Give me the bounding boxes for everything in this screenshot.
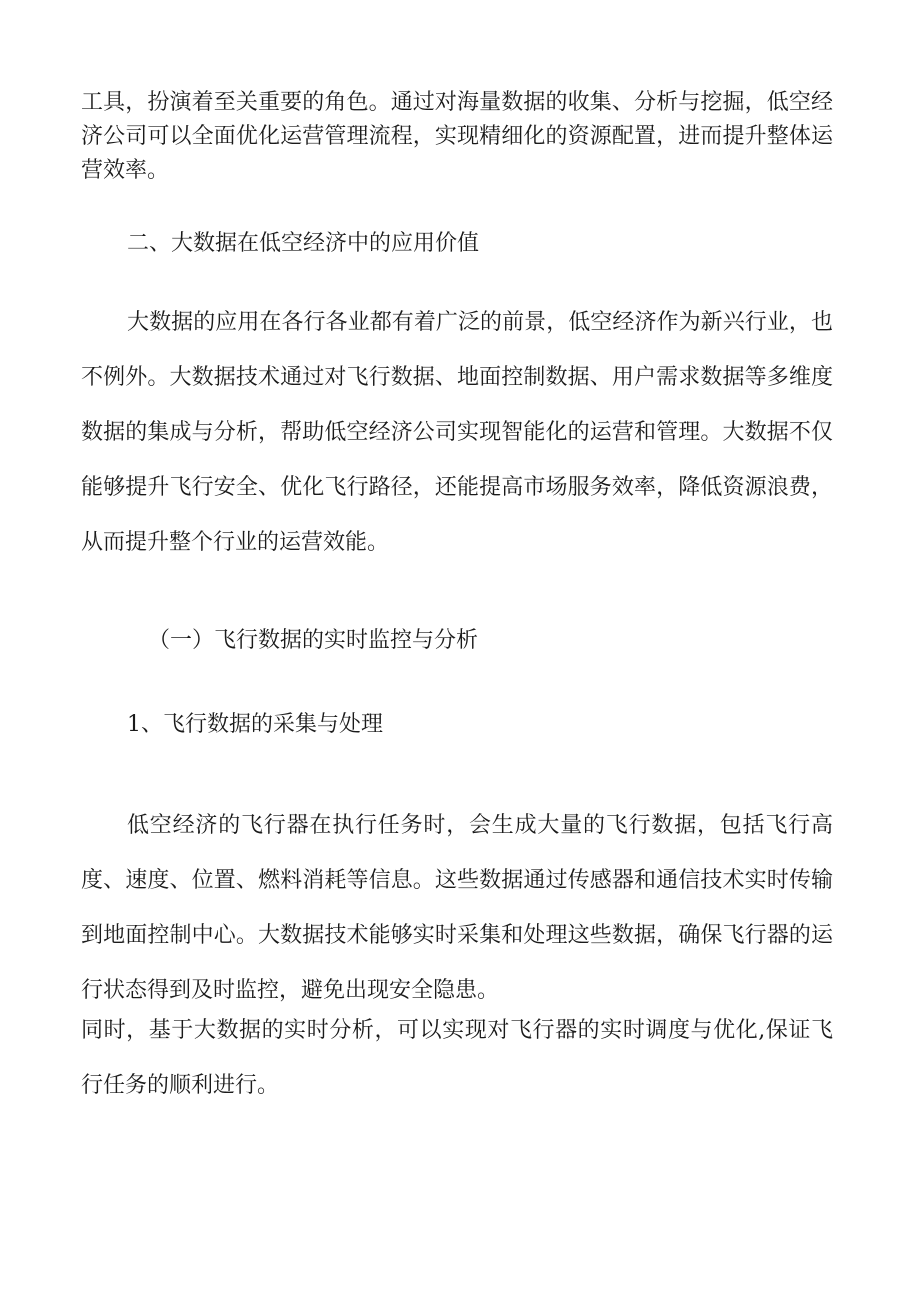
collection-paragraph: 低空经济的飞行器在执行任务时，会生成大量的飞行数据，包括飞行高度、速度、位置、燃料消耗等信息。这些数据通过传感器和通信技术实时传输到地面控制中心。大数据技术能够实时采集和处理这些数据，确保飞行器的运行状态得到及时监控，避免出现安全隐患。 [81, 813, 833, 1003]
realtime-paragraph: 同时，基于大数据的实时分析，可以实现对飞行器的实时调度与优化,保证飞行任务的顺利进行。 [81, 1018, 833, 1098]
value-paragraph: 大数据的应用在各行各业都有着广泛的前景，低空经济作为新兴行业，也不例外。大数据技术通过对飞行数据、地面控制数据、用户需求数据等多维度数据的集成与分析，帮助低空经济公司实现智能化的运营和管理。大数据不仅能够提升飞行安全、优化飞行路径，还能提高市场服务效率，降低资源浪费，从而提升整个行业的运营效能。 [81, 310, 833, 555]
intro-paragraph: 工具，扮演着至关重要的角色。通过对海量数据的收集、分析与挖掘，低空经济公司可以全面优化运营管理流程，实现精细化的资源配置，进而提升整体运营效率。 [81, 90, 833, 183]
item-heading: 1、飞行数据的采集与处理 [127, 712, 383, 737]
subsection-heading: （一）飞行数据的实时监控与分析 [148, 628, 479, 653]
section-heading: 二、大数据在低空经济中的应用价值 [127, 231, 480, 256]
